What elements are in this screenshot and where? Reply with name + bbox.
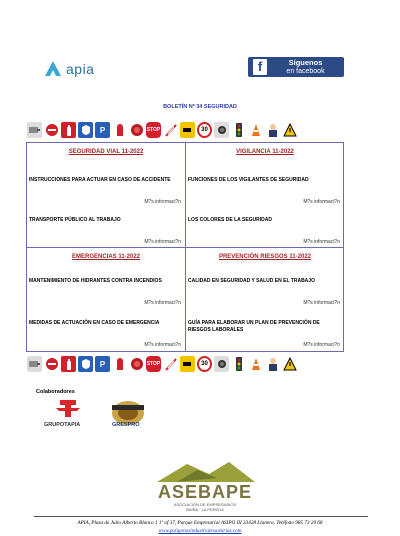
parking-icon: P — [95, 122, 110, 138]
article-title[interactable]: FUNCIONES DE LOS VIGILANTES DE SEGURIDAD — [188, 177, 309, 183]
cctv-sign-icon — [180, 356, 195, 372]
section-title[interactable]: PREVENCIÓN RIESGOS 11-2022 — [218, 254, 312, 260]
section-title[interactable]: VIGILANCIA 11-2022 — [236, 149, 294, 155]
guard-icon — [265, 122, 280, 138]
camera-icon — [27, 122, 42, 138]
speed-30-icon: 30 — [197, 356, 212, 372]
barrier-icon — [163, 356, 178, 372]
shield-icon — [78, 356, 93, 372]
section-prevencion-riesgos — [186, 248, 344, 352]
article-title[interactable]: MANTENIMIENTO DE HIDRANTES CONTRA INCENDIOS — [29, 278, 162, 284]
section-seguridad-vial — [27, 143, 185, 247]
camera-icon — [27, 356, 42, 372]
warning-icon — [282, 356, 297, 372]
apia-logo-text: apia — [66, 61, 95, 77]
traffic-light-icon — [231, 356, 246, 372]
traffic-cone-icon — [248, 122, 263, 138]
more-info-link[interactable]: M?s informaci?n — [303, 199, 340, 205]
apia-triangle-icon — [44, 60, 62, 78]
article-title[interactable]: MEDIDAS DE ACTUACIÓN EN CASO DE EMERGENCIA — [29, 320, 160, 326]
more-info-link[interactable]: M?s informaci?n — [303, 300, 340, 306]
traffic-light-icon — [231, 122, 246, 138]
footer-address: APIA, Plaza de Julio Alberto Blanco 1 1º of 37, Parque Empresarial ASIPO III 33428 Llanera. Teléfono 985 73 20 68 — [77, 520, 323, 526]
facebook-icon: f — [253, 59, 267, 75]
fire-hydrant-icon — [112, 356, 127, 372]
grespro-text: GRESPRO — [112, 422, 140, 428]
warning-icon — [282, 122, 297, 138]
more-info-link[interactable]: M?s informaci?n — [303, 239, 340, 245]
fire-hydrant-icon — [112, 122, 127, 138]
article-title[interactable]: INSTRUCCIONES PARA ACTUAR EN CASO DE ACCIDENTE — [29, 177, 171, 183]
cctv-sign-icon — [180, 122, 195, 138]
barrier-icon — [163, 122, 178, 138]
more-info-link[interactable]: M?s informaci?n — [303, 342, 340, 348]
section-title[interactable]: EMERGENCIAS 11-2022 — [71, 254, 141, 260]
traffic-cone-icon — [248, 356, 263, 372]
more-info-link[interactable]: M?s informaci?n — [144, 199, 181, 205]
cctv-camera-icon — [214, 122, 229, 138]
alarm-bell-icon — [129, 122, 144, 138]
no-entry-icon — [44, 356, 59, 372]
article-title[interactable]: LOS COLORES DE LA SEGURIDAD — [188, 217, 272, 223]
speed-30-icon: 30 — [197, 122, 212, 138]
more-info-link[interactable]: M?s informaci?n — [144, 300, 181, 306]
stop-sign-icon: STOP — [146, 122, 161, 138]
section-emergencias — [27, 248, 185, 352]
safety-icon-strip-bottom — [27, 355, 372, 373]
safety-icon-strip-top — [27, 121, 372, 139]
article-title[interactable]: CALIDAD EN SEGURIDAD Y SALUD EN EL TRABAJO — [188, 278, 315, 284]
apia-logo[interactable] — [44, 58, 114, 80]
section-vigilancia — [186, 143, 344, 247]
parking-icon: P — [95, 356, 110, 372]
facebook-line1: Síguenos — [288, 57, 323, 67]
asebape-subtitle-2: BAIÑA · LA PEREDA — [186, 507, 224, 512]
stop-sign-icon: STOP — [146, 356, 161, 372]
article-title[interactable]: TRANSPORTE PÚBLICO AL TRABAJO — [29, 217, 121, 223]
bulletin-title: BOLETÍN Nº 34 SEGURIDAD — [163, 104, 237, 110]
grupotapia-text: GRUPOTAPIA — [44, 422, 81, 428]
facebook-line2: en facebook — [286, 67, 325, 75]
section-title[interactable]: SEGURIDAD VIAL 11-2022 — [68, 149, 144, 155]
collaborators-title: Colaboradores — [36, 389, 75, 395]
footer-website-link[interactable]: www.poligonosindustrialesasturias.com — [158, 528, 242, 534]
extinguisher-icon — [61, 356, 76, 372]
alarm-bell-icon — [129, 356, 144, 372]
footer-divider — [34, 516, 368, 517]
no-entry-icon — [44, 122, 59, 138]
facebook-button[interactable] — [248, 57, 344, 77]
shield-icon — [78, 122, 93, 138]
guard-icon — [265, 356, 280, 372]
sections-grid — [26, 142, 344, 352]
asebape-logo-text[interactable]: ASEBAPE — [157, 482, 253, 502]
more-info-link[interactable]: M?s informaci?n — [144, 342, 181, 348]
cctv-camera-icon — [214, 356, 229, 372]
extinguisher-icon — [61, 122, 76, 138]
asebape-subtitle-1: ASOCIACIÓN DE EMPRESARIOS — [173, 502, 237, 507]
article-title[interactable]: GUÍA PARA ELABORAR UN PLAN DE PREVENCIÓN DE RIESGOS LABORALES — [188, 320, 320, 333]
more-info-link[interactable]: M?s informaci?n — [144, 239, 181, 245]
